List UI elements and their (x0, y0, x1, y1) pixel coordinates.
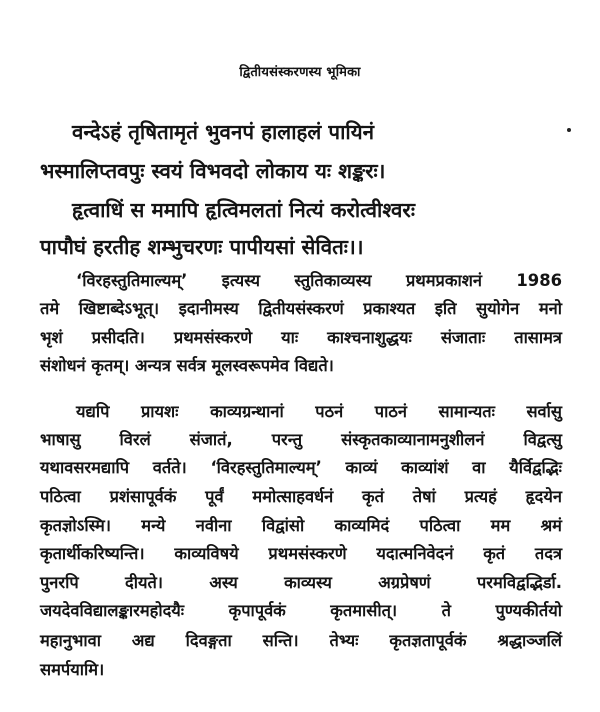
paragraph-2-line: यथावसरमद्यापि वर्तते। ‘विरहस्तुतिमाल्यम्’ काव्यं काव्यांशं वा यैर्विद्वद्भिः (40, 458, 562, 477)
paragraph-2-line: कृतार्थीकरिष्यन्ति। काव्यविषये प्रथमसंस्करणे यदात्मनिवेदनं कृतं तदत्र (40, 544, 562, 563)
paragraph-1-line: तमे खिष्टाब्देऽभूत्। इदानीमस्य द्वितीयसंस्करणं प्रकाश्यत इति सुयोगेन मनो (40, 299, 562, 318)
paragraph-2-line: कृतज्ञोऽस्मि। मन्ये नवीना विद्वांसो काव्यमिदं पठित्वा मम श्रमं (40, 516, 562, 535)
paragraph-1-line: भृशं प्रसीदति। प्रथमसंस्करणे याः काश्चनाशुद्धयः संजाताः तासामत्र (40, 328, 562, 347)
paragraph-1-line: संशोधनं कृतम्। अन्यत्र सर्वत्र मूलस्वरूपमेव विद्यते। (40, 356, 334, 375)
page-title: द्वितीयसंस्करणस्य भूमिका (239, 65, 361, 80)
paragraph-1-line: ‘विरहस्तुतिमाल्यम्’ इत्यस्य स्तुतिकाव्यस्य प्रथमप्रकाशनं 1986 (76, 271, 562, 290)
stray-ink-dot (567, 128, 571, 132)
verse-line-2: भस्मालिप्तवपुः स्वयं विभवदो लोकाय यः शङ्करः। (40, 159, 386, 183)
paragraph-2-line: भाषासु विरलं संजातं, परन्तु संस्कृतकाव्यानामनुशीलनं विद्वत्सु (40, 430, 562, 449)
paragraph-2-line: महानुभावा अद्य दिवङ्गता सन्ति। तेभ्यः कृतज्ञतापूर्वकं श्रद्धाञ्जलिं (40, 631, 562, 650)
paragraph-2-line: पठित्वा प्रशंसापूर्वकं पूर्वं ममोत्साहवर्धनं कृतं तेषां प्रत्यहं हृदयेन (40, 487, 562, 506)
verse-line-4: पापौघं हरतीह शम्भुचरणः पापीयसां सेवितः।। (40, 235, 364, 259)
paragraph-2-line: पुनरपि दीयते। अस्य काव्यस्य अग्रप्रेषणं परमविद्वद्भिर्डा. (40, 573, 562, 592)
paragraph-2-line: जयदेवविद्यालङ्कारमहोदयैः कृपापूर्वकं कृतमासीत्। ते पुण्यकीर्तयो (40, 601, 562, 620)
verse-line-3: हृत्वाधिं स ममापि हृत्विमलतां नित्यं करोत्वीश्वरः (72, 198, 415, 222)
paragraph-2-line: यद्यपि प्रायशः काव्यग्रन्थानां पठनं पाठनं सामान्यतः सर्वासु (76, 402, 562, 421)
paragraph-2-line: समर्पयामि। (40, 660, 105, 679)
verse-line-1: वन्देऽहं तृषितामृतं भुवनपं हालाहलं पायिनं (72, 120, 374, 144)
